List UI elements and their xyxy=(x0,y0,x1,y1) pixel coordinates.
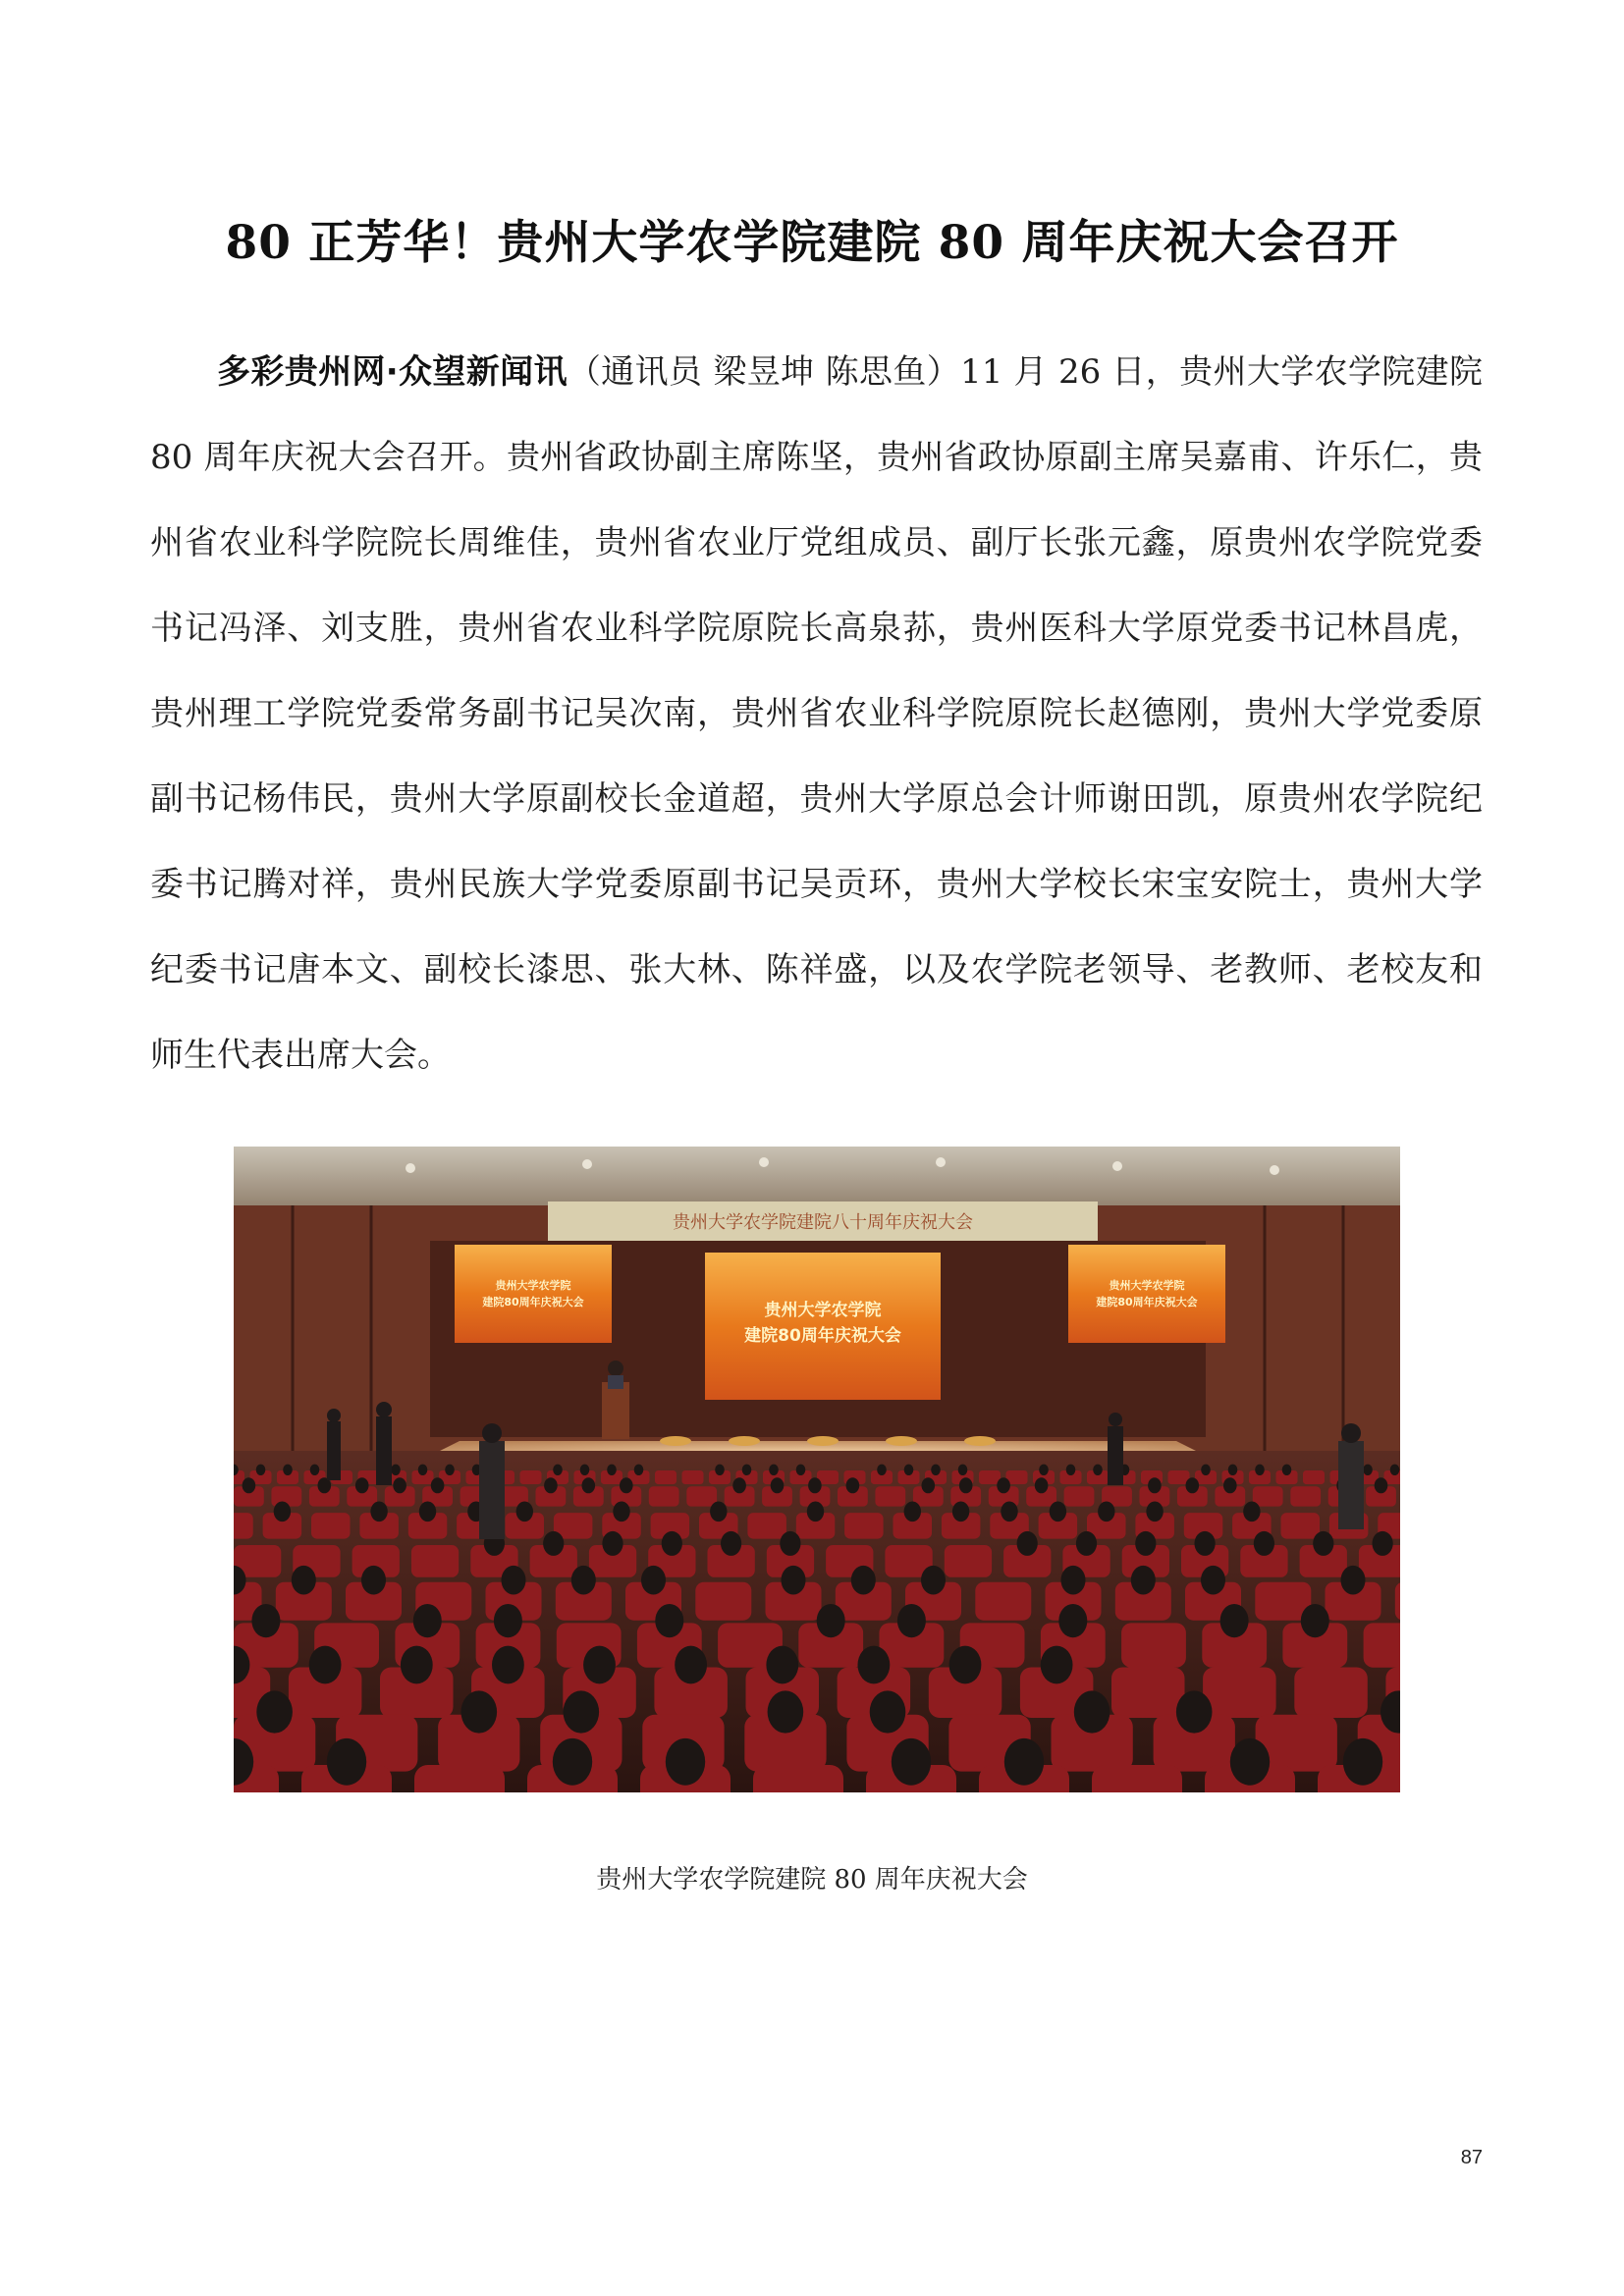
audience-head xyxy=(675,1646,707,1684)
seat xyxy=(975,1582,1031,1621)
audience-head xyxy=(1301,1604,1329,1637)
audience-head xyxy=(553,1465,563,1475)
audience-head xyxy=(602,1531,623,1556)
audience-head xyxy=(1176,1690,1213,1733)
audience-head xyxy=(1074,1690,1110,1733)
event-photo xyxy=(234,1147,1400,1792)
audience-head xyxy=(949,1646,982,1684)
audience-head xyxy=(921,1566,946,1595)
audience-head xyxy=(310,1465,320,1475)
seat xyxy=(1111,1668,1185,1719)
audience-head xyxy=(769,1465,779,1475)
audience-head xyxy=(413,1604,442,1637)
audience-head xyxy=(583,1646,616,1684)
seat xyxy=(1364,1623,1400,1667)
seat xyxy=(1064,1486,1095,1506)
audience-head xyxy=(771,1477,785,1493)
audience-head xyxy=(710,1502,727,1522)
seat xyxy=(945,1545,992,1577)
audience-head xyxy=(782,1566,806,1595)
audience-head xyxy=(959,1477,973,1493)
audience-head xyxy=(256,1690,293,1733)
audience-head xyxy=(1135,1531,1156,1556)
audience-head xyxy=(851,1566,876,1595)
seat xyxy=(875,1486,905,1506)
screen-left-line1: 贵州大学农学院 xyxy=(495,1279,571,1292)
seat xyxy=(686,1486,717,1506)
screen-left-line2: 建院80周年庆祝大会 xyxy=(482,1296,584,1308)
audience-head xyxy=(897,1604,926,1637)
seat xyxy=(1294,1668,1368,1719)
audience-head xyxy=(1255,1465,1265,1475)
audience-head xyxy=(641,1566,666,1595)
seat xyxy=(1395,1582,1400,1621)
audience-head xyxy=(553,1738,592,1786)
audience-head xyxy=(997,1477,1010,1493)
audience-head xyxy=(401,1646,433,1684)
audience-head xyxy=(1001,1502,1017,1522)
audience-head xyxy=(732,1477,746,1493)
seat xyxy=(747,1513,786,1539)
audience-head xyxy=(1035,1477,1049,1493)
audience-head xyxy=(655,1604,683,1637)
audience-head xyxy=(892,1738,931,1786)
audience-head xyxy=(607,1465,617,1475)
audience-head xyxy=(858,1646,891,1684)
audience-head xyxy=(1093,1465,1103,1475)
audience-head xyxy=(1201,1465,1211,1475)
audience-head xyxy=(1058,1604,1087,1637)
audience-head xyxy=(807,1502,824,1522)
audience-head xyxy=(1148,1477,1162,1493)
audience-head xyxy=(662,1531,682,1556)
audience-head xyxy=(1341,1566,1366,1595)
seat xyxy=(979,1470,1001,1484)
audience-head xyxy=(1390,1465,1400,1475)
audience-head xyxy=(309,1646,342,1684)
audience-head xyxy=(796,1465,806,1475)
audience-head xyxy=(1039,1465,1049,1475)
banner-text: 贵州大学农学院建院八十周年庆祝大会 xyxy=(673,1212,973,1233)
seat xyxy=(844,1513,884,1539)
audience-head xyxy=(391,1465,401,1475)
screen-right xyxy=(1068,1245,1225,1343)
audience-head xyxy=(1363,1465,1373,1475)
audience-head xyxy=(904,1465,914,1475)
audience-head xyxy=(666,1738,705,1786)
seat xyxy=(1203,1668,1276,1719)
podium xyxy=(602,1382,629,1439)
audience-head xyxy=(768,1690,804,1733)
audience-head xyxy=(292,1566,316,1595)
seat xyxy=(411,1545,459,1577)
audience-head xyxy=(580,1465,590,1475)
audience-head xyxy=(1375,1477,1388,1493)
audience-head xyxy=(922,1477,936,1493)
audience-head xyxy=(1230,1738,1270,1786)
audience-head xyxy=(544,1477,558,1493)
article-title: 80 正芳华！贵州大学农学院建院 80 周年庆祝大会召开 xyxy=(225,216,1399,270)
audience-head xyxy=(494,1604,522,1637)
audience-head xyxy=(1343,1738,1382,1786)
seat xyxy=(414,1765,505,1792)
audience-head xyxy=(1186,1477,1200,1493)
audience-head xyxy=(445,1465,455,1475)
seat xyxy=(1092,1765,1182,1792)
seat xyxy=(1121,1623,1186,1667)
seat xyxy=(1281,1513,1321,1539)
audience-head xyxy=(958,1465,968,1475)
seat xyxy=(682,1470,704,1484)
seat xyxy=(655,1470,677,1484)
screen-center-line1: 贵州大学农学院 xyxy=(764,1301,882,1320)
audience-head xyxy=(715,1465,725,1475)
seat xyxy=(234,1513,253,1539)
audience-head xyxy=(492,1646,524,1684)
screen-center-line2: 建院80周年庆祝大会 xyxy=(744,1326,901,1346)
audience-head xyxy=(1223,1477,1237,1493)
seat xyxy=(1290,1486,1321,1506)
audience-head xyxy=(502,1566,526,1595)
seat xyxy=(520,1470,542,1484)
seat xyxy=(1303,1470,1325,1484)
audience-head xyxy=(952,1502,969,1522)
seat xyxy=(753,1765,843,1792)
audience-head xyxy=(461,1690,498,1733)
audience-head xyxy=(1017,1531,1038,1556)
screen-right-line2: 建院80周年庆祝大会 xyxy=(1096,1296,1198,1308)
audience-head xyxy=(251,1604,280,1637)
audience-head xyxy=(1076,1531,1097,1556)
audience-head xyxy=(1373,1531,1393,1556)
audience-head xyxy=(431,1477,445,1493)
audience-head xyxy=(766,1646,798,1684)
audience-head xyxy=(1066,1465,1076,1475)
audience-head xyxy=(1050,1502,1066,1522)
seat xyxy=(1253,1486,1283,1506)
seat xyxy=(311,1513,351,1539)
audience-head xyxy=(361,1566,386,1595)
audience-head xyxy=(516,1502,533,1522)
page-number: 87 xyxy=(1460,2147,1483,2168)
audience-head xyxy=(1195,1531,1216,1556)
audience-head xyxy=(393,1477,406,1493)
audience-head xyxy=(1201,1566,1225,1595)
audience-head xyxy=(931,1465,941,1475)
audience-head xyxy=(870,1690,906,1733)
audience-head xyxy=(742,1465,752,1475)
audience-head xyxy=(355,1477,369,1493)
audience-head xyxy=(283,1465,293,1475)
audience-head xyxy=(1313,1531,1333,1556)
audience-head xyxy=(564,1690,600,1733)
article-body-text: （通讯员 梁昱坤 陈思鱼）11 月 26 日，贵州大学农学院建院 80 周年庆祝大会召开。贵州省政协副主席陈坚，贵州省政协原副主席吴嘉甫、许乐仁，贵州省农业科学院院长周维佳，贵州省农业厅党组成员、副厅长张元鑫，原贵州农学院党委书记冯泽、刘支胜，贵州省农业科学院原院长高泉荪，贵州医科大学原党委书记林昌虎，贵州理工学院党委常务副书记吴次南，贵州省农业科学院原院长赵德刚，贵州大学党委原副书记杨伟民，贵州大学原副校长金道超，贵州大学原总会计师谢田凯，原贵州农学院纪委书记腾对祥，贵州民族大学党委原副书记吴贡环，贵州大学校长宋宝安院士，贵州大学纪委书记唐本文、副校长漆思、张大林、陈祥盛，以及农学院老领导、老教师、老校友和师生代表出席大会。 xyxy=(150,352,1483,1075)
audience-head xyxy=(808,1477,822,1493)
audience-head xyxy=(780,1531,800,1556)
audience-head xyxy=(256,1465,266,1475)
audience-head xyxy=(877,1465,887,1475)
photo-caption: 贵州大学农学院建院 80 周年庆祝大会 xyxy=(596,1865,1028,1895)
audience-head xyxy=(582,1477,596,1493)
audience-head xyxy=(1098,1502,1114,1522)
audience-head xyxy=(817,1604,845,1637)
audience-head xyxy=(620,1477,633,1493)
audience-head xyxy=(1004,1738,1044,1786)
audience-head xyxy=(370,1502,387,1522)
audience-head xyxy=(274,1502,291,1522)
article-body xyxy=(150,330,1483,1098)
seat xyxy=(695,1582,751,1621)
seat xyxy=(649,1486,679,1506)
audience-head xyxy=(904,1502,921,1522)
audience-head xyxy=(613,1502,629,1522)
audience-head xyxy=(419,1502,436,1522)
audience-head xyxy=(1061,1566,1086,1595)
audience-head xyxy=(1131,1566,1156,1595)
audience-head xyxy=(327,1738,366,1786)
audience-head xyxy=(543,1531,564,1556)
audience-head xyxy=(571,1566,596,1595)
audience-head xyxy=(846,1477,860,1493)
audience-head xyxy=(243,1477,256,1493)
audience-head xyxy=(418,1465,428,1475)
audience-head xyxy=(1220,1604,1249,1637)
audience-head xyxy=(1041,1646,1073,1684)
article-dateline: 多彩贵州网·众望新闻讯 xyxy=(217,352,568,392)
audience-head xyxy=(1254,1531,1274,1556)
audience-head xyxy=(1282,1465,1292,1475)
audience-head xyxy=(721,1531,741,1556)
audience-head xyxy=(1243,1502,1260,1522)
audience-head xyxy=(1146,1502,1163,1522)
audience-head xyxy=(634,1465,644,1475)
screen-right-line1: 贵州大学农学院 xyxy=(1109,1279,1185,1292)
screen-left xyxy=(455,1245,612,1343)
audience-head xyxy=(1228,1465,1238,1475)
